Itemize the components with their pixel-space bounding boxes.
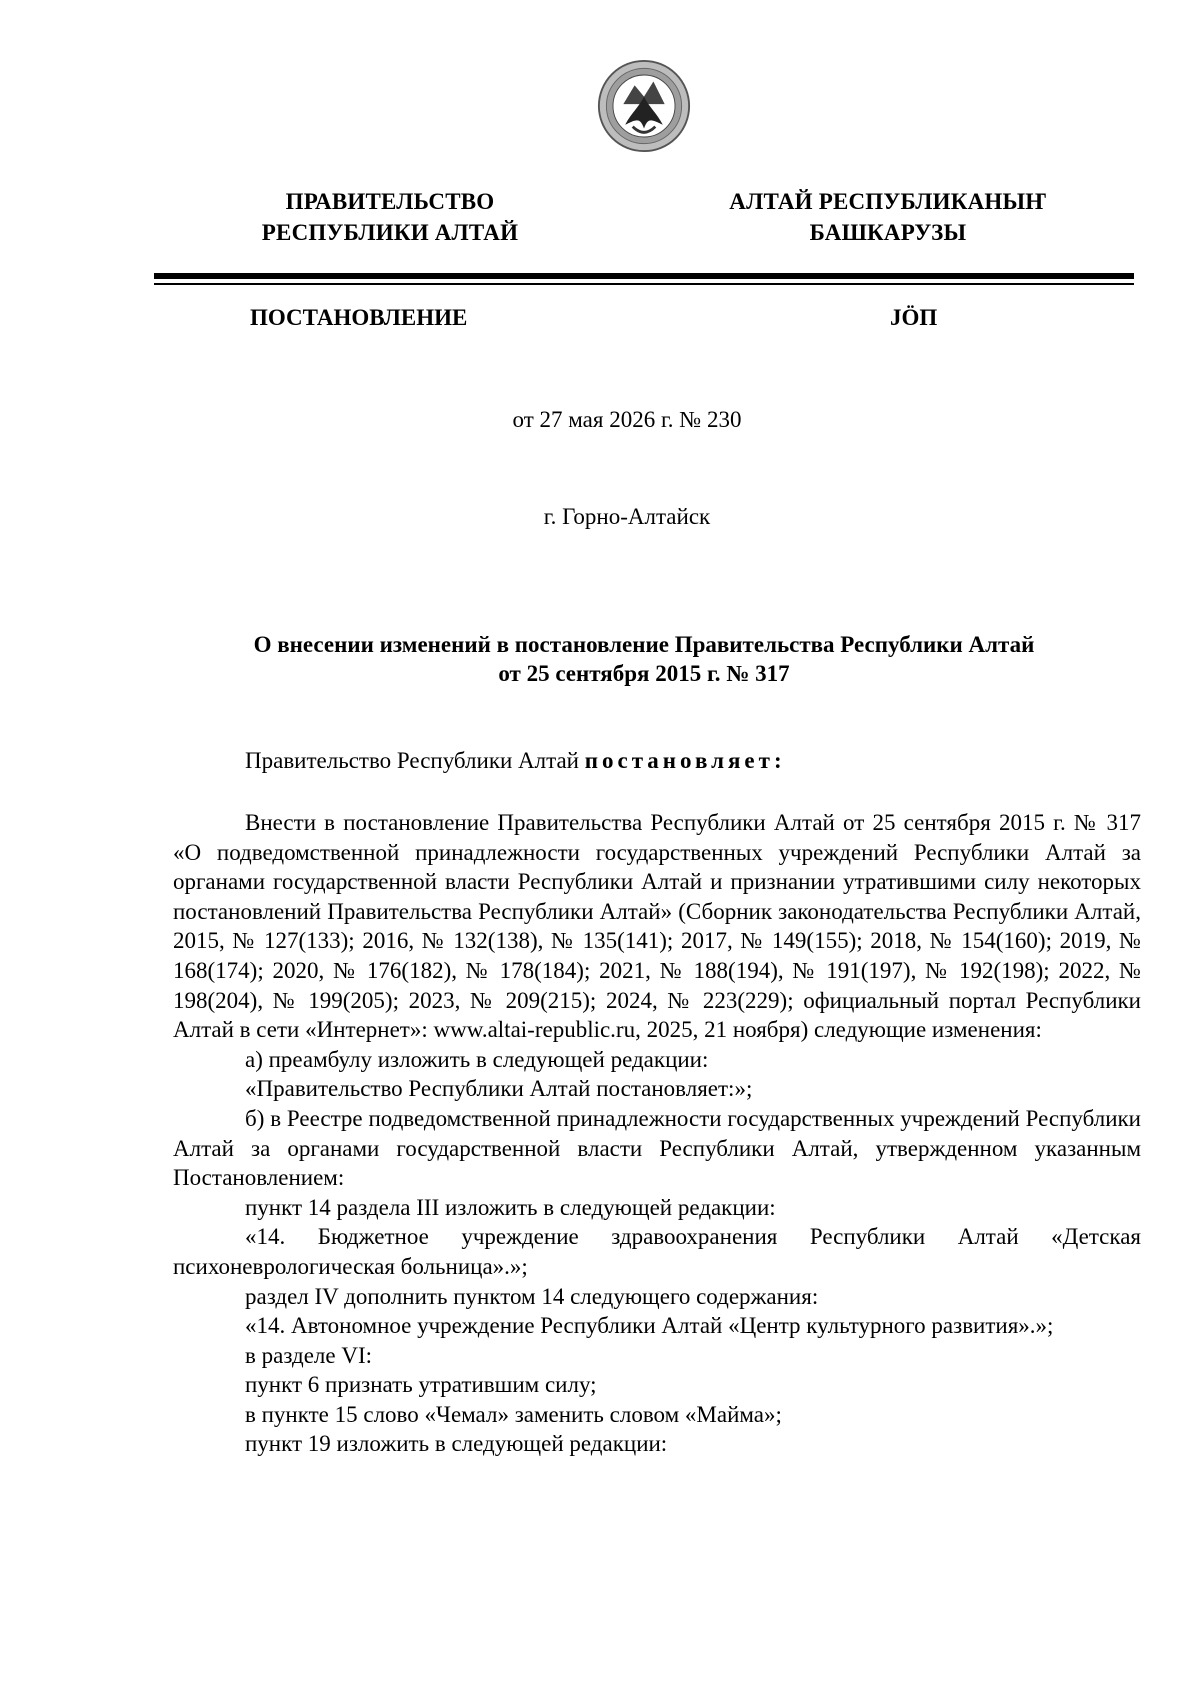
header-left-line1: ПРАВИТЕЛЬСТВО [285,189,495,214]
header-right [728,186,1048,248]
document-body [173,808,1141,1459]
body-paragraph: а) преамбулу изложить в следующей редакции: [245,1046,709,1072]
body-paragraph: пункт 19 изложить в следующей редакции: [245,1431,668,1457]
body-paragraph: в пункте 15 слово «Чемал» заменить словом «Майма»; [245,1401,782,1427]
title-line2: от 25 сентября 2015 г. № 317 [498,661,790,686]
header-right-line1: АЛТАЙ РЕСПУБЛИКАНЫҤ [729,189,1047,214]
body-paragraph: пункт 14 раздела III изложить в следующей редакции: [245,1194,776,1220]
resolution-line [245,745,786,777]
body-paragraph: б) в Реестре подведомственной принадлежности государственных учреждений Республики Алтай за органами государственной власти Республики Алтай, утвержденном указанным Постановлением: [173,1105,1141,1191]
header-divider-thin [154,283,1134,285]
title-line1: О внесении изменений в постановление Правительства Республики Алтай [253,632,1035,657]
doc-type-left: ПОСТАНОВЛЕНИЕ [250,305,468,330]
document-title [154,630,1134,688]
body-paragraph: «Правительство Республики Алтай постановляет:»; [245,1076,753,1102]
header-right-line2: БАШКАРУЗЫ [809,220,967,245]
coat-of-arms-emblem [597,59,691,153]
doc-type-right: JÖП [890,305,938,330]
body-paragraph: пункт 6 признать утратившим силу; [245,1372,597,1398]
header-left-line2: РЕСПУБЛИКИ АЛТАЙ [261,220,519,245]
body-paragraph: «14. Бюджетное учреждение здравоохранения Республики Алтай «Детская психоневрологическая больница».»; [173,1224,1141,1279]
document-date: от 27 мая 2026 г. № 230 [512,407,742,432]
body-paragraph: Внести в постановление Правительства Республики Алтай от 25 сентября 2015 г. № 317 «О подведомственной принадлежности государственных учреждений Республики Алтай за органами государственной власти Республики Алтай и признании утратившими силу некоторых постановлений Правительства Республики Алтай» (Сборник законодательства Республики Алтай, 2015, № 127(133); 2016, № 132(138), № 135(141); 2017, № 149(155); 2018, № 154(160); 2019, № 168(174); 2020, № 176(182), № 178(184); 2021, № 188(194), № 191(197), № 192(198); 2022, № 198(204), № 199(205); 2023, № 209(215); 2024, № 223(229); официальный портал Республики Алтай в сети «Интернет»: www.altai-republic.ru, 2025, 21 ноября) следующие изменения: [173,810,1141,1043]
body-paragraph: в разделе VI: [245,1342,372,1368]
header-divider-thick [154,273,1134,279]
body-paragraph: раздел IV дополнить пунктом 14 следующего содержания: [245,1283,819,1309]
body-paragraph: «14. Автономное учреждение Республики Алтай «Центр культурного развития».»; [245,1313,1054,1339]
header-left [200,186,580,248]
resolution-verb: постановляет: [584,748,786,773]
resolution-prefix: Правительство Республики Алтай [245,748,579,773]
document-city: г. Горно-Алтайск [543,504,711,529]
